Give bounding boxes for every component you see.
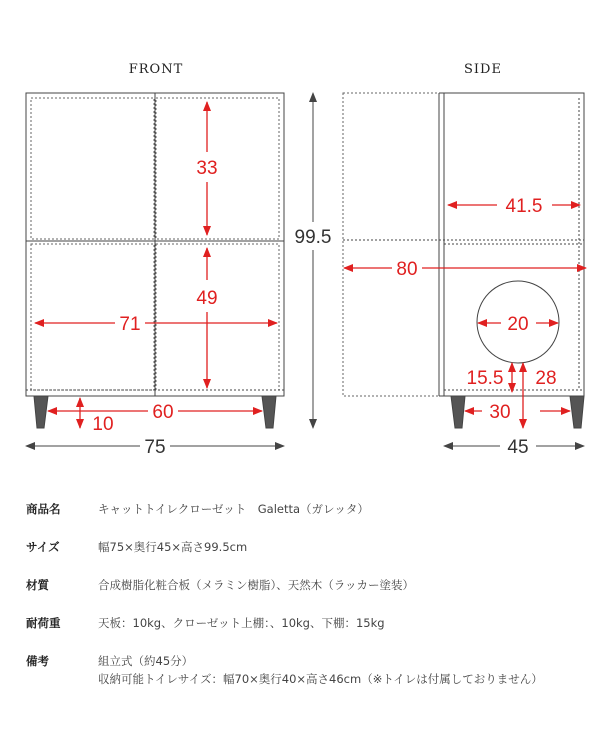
spec-value: 合成樹脂化粧合板（メラミン樹脂）、天然木（ラッカー塗装） — [98, 578, 415, 592]
total-height-label: 99.5 — [294, 227, 332, 248]
spec-note-line: 収納可能トイレサイズ：幅70×奥行40×高さ46cm（※トイレは付属しておりません） — [98, 672, 543, 686]
spec-row-product-name — [26, 500, 586, 518]
hole-center-label: 28 — [535, 368, 557, 389]
spec-label: 備考 — [26, 654, 49, 668]
front-lower-height-label: 49 — [196, 288, 218, 309]
front-leg-height-label: 10 — [92, 414, 114, 435]
front-lower-right-door — [156, 244, 279, 390]
side-door-panel — [343, 93, 439, 396]
spec-value: 天板：10kg、クローゼット上棚：、10kg、下棚：15kg — [98, 616, 385, 630]
total-width-label: 75 — [144, 437, 166, 458]
hole-bottom-label: 15.5 — [466, 368, 504, 389]
hole-diameter-label: 20 — [507, 314, 529, 335]
side-leg-gap-label: 30 — [489, 402, 511, 423]
side-depth-label: 45 — [507, 437, 529, 458]
front-inner-width-label: 71 — [119, 314, 141, 335]
spec-row-size — [26, 538, 586, 556]
front-view — [26, 93, 284, 428]
spec-value — [98, 652, 543, 688]
spec-row-material — [26, 576, 586, 594]
front-leg-gap-label: 60 — [152, 402, 174, 423]
front-left-leg — [34, 396, 48, 428]
side-inner-depth-label: 41.5 — [505, 196, 543, 217]
spec-label: 商品名 — [26, 502, 61, 516]
spec-note-line: 組立式（約45分） — [98, 654, 194, 668]
side-front-leg — [451, 396, 465, 428]
spec-row-notes — [26, 652, 586, 688]
side-total-depth-label: 80 — [396, 259, 418, 280]
spec-label: 材質 — [26, 578, 49, 592]
front-view-label: FRONT — [128, 62, 184, 77]
spec-table — [26, 500, 586, 688]
spec-value: キャットトイレクローゼット Galetta（ガレッタ） — [98, 502, 369, 516]
front-upper-left-door — [31, 98, 154, 239]
spec-label: 耐荷重 — [26, 616, 61, 630]
spec-label: サイズ — [26, 540, 60, 554]
spec-row-load-capacity — [26, 614, 586, 632]
spec-value: 幅75×奥行45×高さ99.5cm — [98, 540, 248, 554]
side-view-label: SIDE — [464, 62, 502, 77]
front-right-leg — [262, 396, 276, 428]
side-back-leg — [570, 396, 584, 428]
front-upper-height-label: 33 — [196, 158, 218, 179]
